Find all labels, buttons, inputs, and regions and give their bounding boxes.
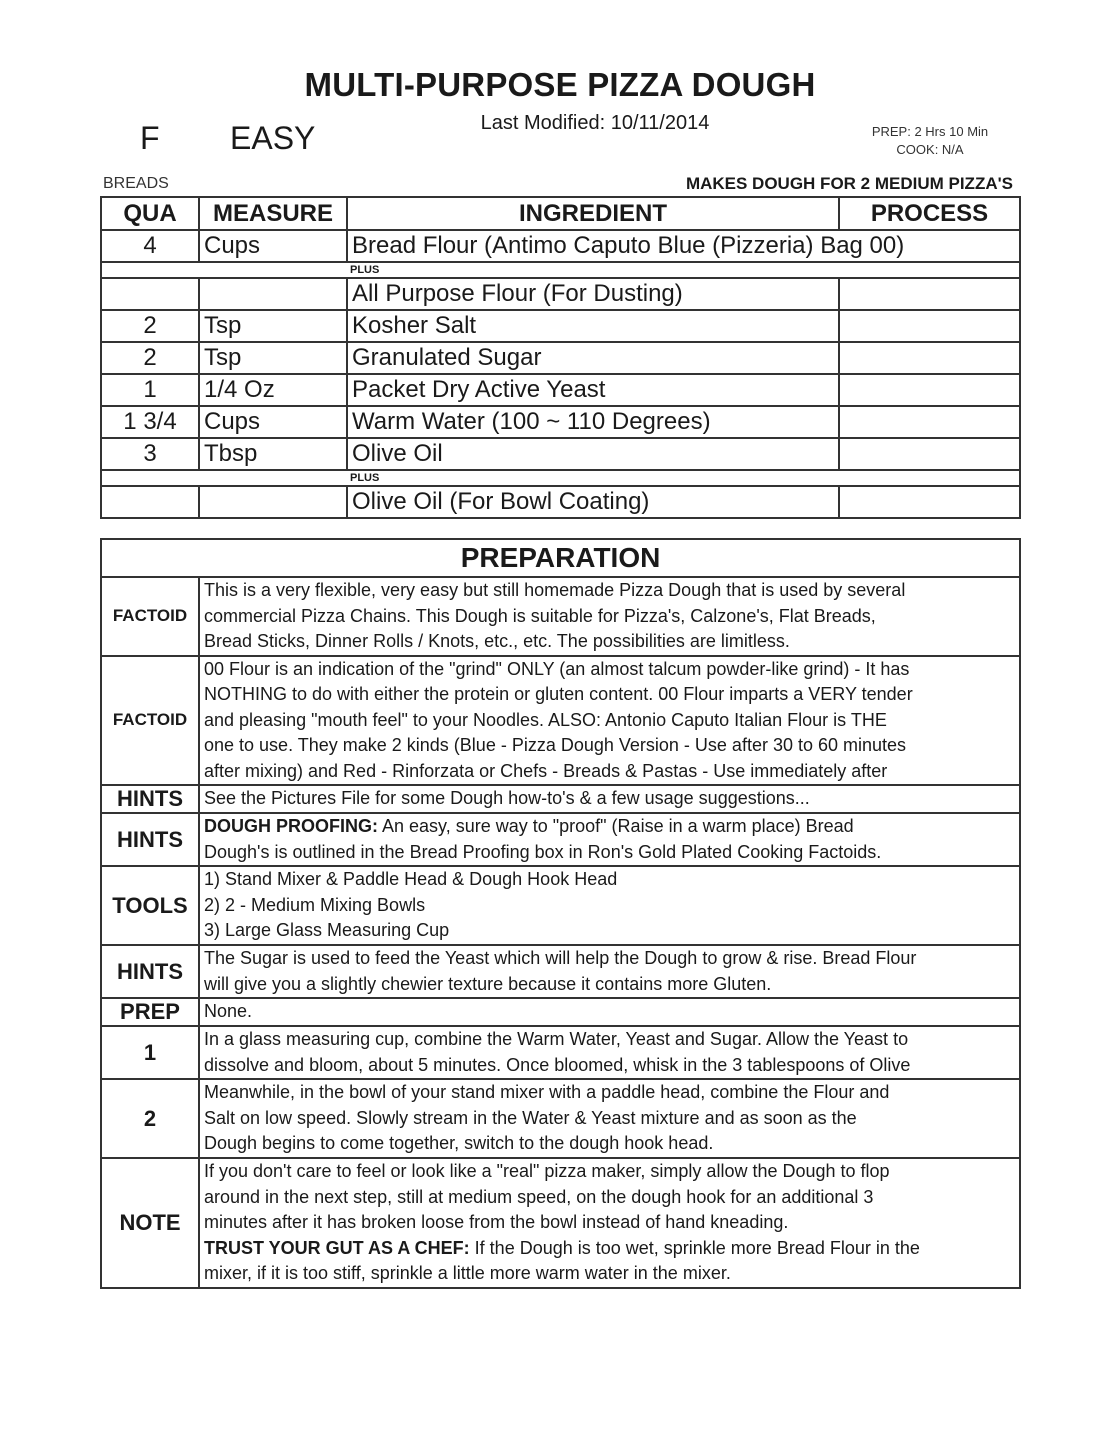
ingredient-measure: Tsp [199,310,347,342]
prep-row [101,785,1020,813]
prep-row-label: HINTS [101,813,199,866]
ingredient-process [839,278,1020,310]
prep-row-text [199,785,1020,813]
time-info [858,123,1002,159]
measure-header: MEASURE [199,197,347,230]
prep-row-text [199,998,1020,1026]
ingredient-row [101,374,1020,406]
prep-row-text [199,1026,1020,1079]
plus-label: PLUS [101,470,1020,486]
bold-lead: TRUST YOUR GUT AS A CHEF: [204,1237,470,1258]
process-header: PROCESS [839,197,1020,230]
text-line [204,1236,1015,1262]
text-line: In a glass measuring cup, combine the Warm Water, Yeast and Sugar. Allow the Yeast to [204,1029,909,1049]
preparation-table [100,538,1021,1289]
text-line: Bread Sticks, Dinner Rolls / Knots, etc., etc. The possibilities are limitless. [204,631,790,651]
ingredient-process [839,406,1020,438]
ingredients-header-row [101,197,1020,230]
text-line: If you don't care to feel or look like a "real" pizza maker, simply allow the Dough to flop [204,1161,890,1181]
ingredient-measure [199,278,347,310]
ingredient-header: INGREDIENT [347,197,839,230]
ingredient-name: Olive Oil [347,438,839,470]
prep-row-label: HINTS [101,945,199,998]
ingredient-name: Packet Dry Active Yeast [347,374,839,406]
ingredient-process [839,342,1020,374]
prep-row [101,577,1020,656]
recipe-category: BREADS [103,175,169,192]
ingredient-measure: Cups [199,406,347,438]
ingredient-measure: 1/4 Oz [199,374,347,406]
text-line: after mixing) and Red - Rinforzata or Chefs - Breads & Pastas - Use immediately after [204,760,888,781]
preparation-title: PREPARATION [101,539,1020,577]
ingredient-name: Warm Water (100 ~ 110 Degrees) [347,406,839,438]
prep-row-text [199,577,1020,656]
prep-row-label: HINTS [101,785,199,813]
prep-row [101,866,1020,945]
prep-row [101,945,1020,998]
text-line: one to use. They make 2 kinds (Blue - Pizza Dough Version - Use after 30 to 60 minutes [204,735,907,755]
ingredient-qty: 3 [101,438,199,470]
ingredient-qty [101,486,199,518]
ingredients-table [100,196,1021,519]
prep-row [101,1079,1020,1158]
text-line: None. [204,1001,253,1021]
prep-row-text [199,866,1020,945]
bold-lead: DOUGH PROOFING: [204,816,378,836]
plus-row [101,470,1020,486]
ingredient-row [101,438,1020,470]
plus-label: PLUS [101,262,1020,278]
ingredient-measure: Cups [199,230,347,262]
text-line: Dough begins to come together, switch to the dough hook head. [204,1133,714,1153]
prep-row-label: FACTOID [101,577,199,656]
preparation-header-row [101,539,1020,577]
prep-row-text [199,813,1020,866]
prep-row-text [199,656,1020,786]
text-line: mixer, if it is too stiff, sprinkle a little more warm water in the mixer. [204,1263,731,1283]
prep-row-text [199,1158,1020,1288]
text-line: 00 Flour is an indication of the "grind" ONLY (an almost talcum powder-like grind) - It has [204,658,910,679]
text-line: and pleasing "mouth feel" to your Noodles. ALSO: Antonio Caputo Italian Flour is THE [204,709,887,730]
text-line: around in the next step, still at medium speed, on the dough hook for an additional 3 [204,1186,874,1207]
text-line: 1) Stand Mixer & Paddle Head & Dough Hook Head [204,869,618,889]
prep-row-label: 1 [101,1026,199,1079]
prep-row-label: PREP [101,998,199,1026]
text-line: 2) 2 - Medium Mixing Bowls [204,894,426,915]
ingredient-row [101,230,1020,262]
ingredient-qty: 2 [101,342,199,374]
ingredient-qty: 1 3/4 [101,406,199,438]
ingredient-process [839,374,1020,406]
ingredient-row [101,342,1020,374]
qty-header: QUA [101,197,199,230]
text-line: Salt on low speed. Slowly stream in the Water & Yeast mixture and as soon as the [204,1107,857,1128]
text-line: dissolve and bloom, about 5 minutes. Once bloomed, whisk in the 3 tablespoons of Olive [204,1054,911,1075]
prep-row [101,656,1020,786]
prep-row-text [199,945,1020,998]
text-line: Meanwhile, in the bowl of your stand mixer with a paddle head, combine the Flour and [204,1082,890,1102]
recipe-title: MULTI-PURPOSE PIZZA DOUGH [304,66,816,103]
ingredient-row [101,310,1020,342]
prep-row-text [199,1079,1020,1158]
last-modified: Last Modified: 10/11/2014 [480,112,710,134]
ingredient-process [839,310,1020,342]
text-line: NOTHING to do with either the protein or gluten content. 00 Flour imparts a VERY tender [204,684,913,704]
plus-row [101,262,1020,278]
text-line: commercial Pizza Chains. This Dough is suitable for Pizza's, Calzone's, Flat Breads, [204,605,876,626]
prep-row [101,998,1020,1026]
ingredient-qty: 2 [101,310,199,342]
text-line [204,814,1015,840]
ingredient-process [839,486,1020,518]
ingredient-name: Kosher Salt [347,310,839,342]
text-line: will give you a slightly chewier texture because it contains more Gluten. [204,973,772,994]
ingredient-name: All Purpose Flour (For Dusting) [347,278,839,310]
ingredient-measure: Tsp [199,342,347,374]
ingredient-row [101,406,1020,438]
ingredient-qty: 1 [101,374,199,406]
ingredient-process [839,438,1020,470]
text-line: 3) Large Glass Measuring Cup [204,920,450,940]
text-line: minutes after it has broken loose from the bowl instead of hand kneading. [204,1212,789,1232]
text-fragment: An easy, sure way to "proof" (Raise in a warm place) Bread [378,816,854,836]
difficulty-level: EASY [230,120,316,156]
ingredient-row [101,486,1020,518]
prep-row-label: TOOLS [101,866,199,945]
prep-row-label: NOTE [101,1158,199,1288]
recipe-code: F [140,120,160,156]
prep-row-label: 2 [101,1079,199,1158]
ingredient-measure [199,486,347,518]
text-line: See the Pictures File for some Dough how-to's & a few usage suggestions... [204,788,810,808]
prep-row [101,1026,1020,1079]
ingredient-name: Granulated Sugar [347,342,839,374]
prep-time: PREP: 2 Hrs 10 Min [871,124,989,139]
ingredient-measure: Tbsp [199,438,347,470]
prep-row-label: FACTOID [101,656,199,786]
text-line: This is a very flexible, very easy but still homemade Pizza Dough that is used by several [204,580,906,600]
recipe-yield: MAKES DOUGH FOR 2 MEDIUM PIZZA'S [685,174,1013,193]
ingredient-qty: 4 [101,230,199,262]
text-fragment: If the Dough is too wet, sprinkle more Bread Flour in the [469,1237,920,1258]
prep-row [101,813,1020,866]
ingredient-name: Bread Flour (Antimo Caputo Blue (Pizzeria) Bag 00) [347,230,1020,262]
ingredient-qty [101,278,199,310]
ingredient-row [101,278,1020,310]
text-line: Dough's is outlined in the Bread Proofing box in Ron's Gold Plated Cooking Factoids. [204,841,882,862]
prep-row [101,1158,1020,1288]
ingredient-name: Olive Oil (For Bowl Coating) [347,486,839,518]
cook-time: COOK: N/A [896,142,964,157]
text-line: The Sugar is used to feed the Yeast which will help the Dough to grow & rise. Bread Flour [204,948,917,968]
